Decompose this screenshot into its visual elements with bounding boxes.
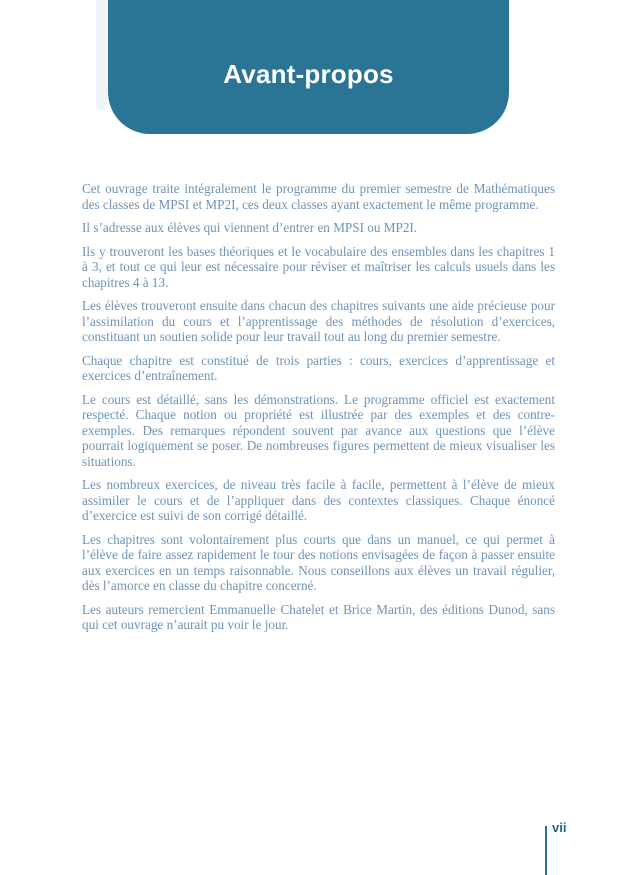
paragraph: Le cours est détaillé, sans les démonstrations. Le programme officiel est exactement respecté. Chaque notion ou propriété est illustrée par des exemples et des contre-exemples. Des remarques répondent souvent par avance aux questions que l’élève pourrait logiquement se poser. De nombreuses figures permettent de mieux visualiser les situations.	[82, 391, 555, 469]
paragraph: Cet ouvrage traite intégralement le programme du premier semestre de Mathématiques des classes de MPSI et MP2I, ces deux classes ayant exactement le même programme.	[82, 181, 555, 212]
page-number: vii	[552, 820, 567, 835]
paragraph: Les auteurs remercient Emmanuelle Chatelet et Brice Martin, des éditions Dunod, sans qui cet ouvrage n’aurait pu voir le jour.	[82, 601, 555, 632]
page-title: Avant-propos	[223, 58, 394, 89]
paragraph: Il s’adresse aux élèves qui viennent d’entrer en MPSI ou MP2I.	[82, 220, 418, 235]
paragraph: Les nombreux exercices, de niveau très facile à facile, permettent à l’élève de mieux assimiler le cours et de l’appliquer dans des contextes classiques. Chaque énoncé d’exercice est suivi de son corrigé détaillé.	[82, 477, 555, 523]
footer-rule	[545, 826, 547, 875]
banner-side-ribbon	[96, 0, 107, 110]
preface-body	[82, 181, 555, 641]
paragraph: Chaque chapitre est constitué de trois parties : cours, exercices d’apprentissage et exercices d’entraînement.	[82, 352, 555, 383]
chapter-banner	[108, 0, 509, 134]
paragraph: Les chapitres sont volontairement plus courts que dans un manuel, ce qui permet à l’élève de faire assez rapidement le tour des notions envisagées de façon à passer ensuite aux exercices en un temps raisonnable. Nous conseillons aux élèves un travail régulier, dès l’amorce en classe du chapitre concerné.	[82, 531, 555, 593]
paragraph: Ils y trouveront les bases théoriques et le vocabulaire des ensembles dans les chapitres 1 à 3, et tout ce qui leur est nécessaire pour réviser et maîtriser les calculs usuels dans les chapitres 4 à 13.	[82, 243, 555, 290]
paragraph: Les élèves trouveront ensuite dans chacun des chapitres suivants une aide précieuse pour l’assimilation du cours et l’apprentissage des méthodes de résolution d’exercices, constituant un soutien solide pour leur travail tout au long du premier semestre.	[82, 298, 555, 344]
